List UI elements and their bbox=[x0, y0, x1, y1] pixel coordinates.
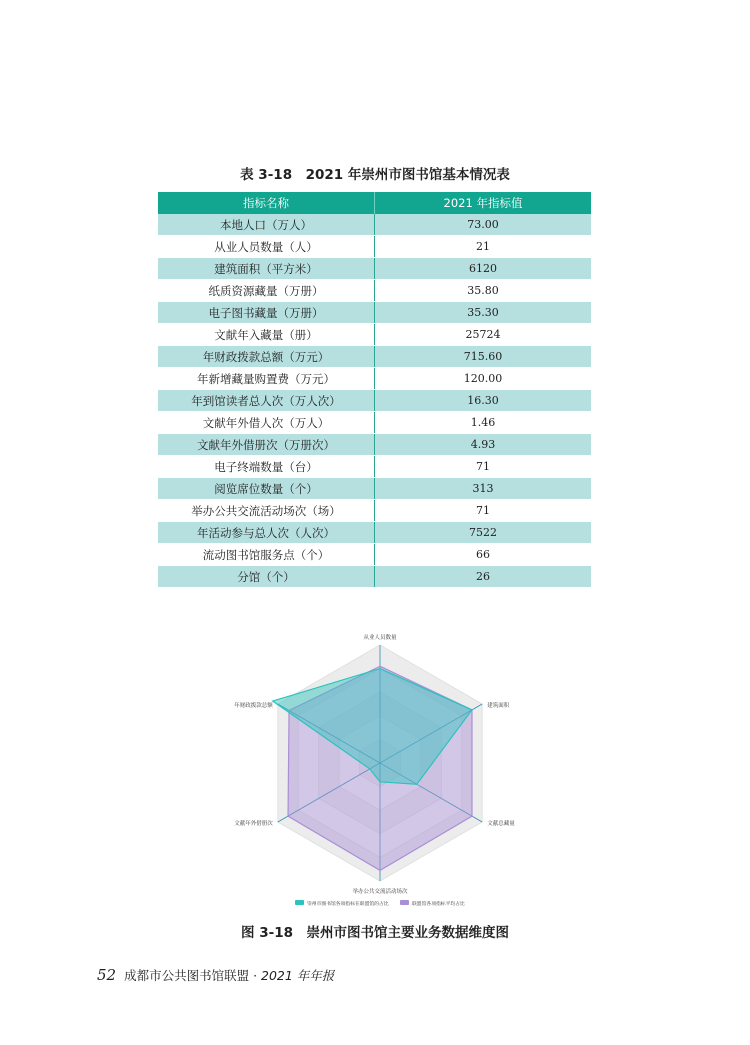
indicator-value-cell: 313 bbox=[375, 478, 592, 500]
table-row bbox=[158, 324, 591, 346]
indicator-name-cell: 本地人口（万人） bbox=[158, 214, 375, 236]
axis-label: 文献总藏量 bbox=[487, 821, 515, 827]
indicator-name-cell: 年财政拨款总额（万元） bbox=[158, 346, 375, 368]
indicator-value-cell: 71 bbox=[375, 500, 592, 522]
indicator-name-cell: 文献年外借册次（万册次） bbox=[158, 434, 375, 456]
legend-swatch bbox=[295, 900, 304, 905]
figure-caption: 图 3-18 崇州市图书馆主要业务数据维度图 bbox=[241, 925, 509, 941]
table-row bbox=[158, 434, 591, 456]
page-number: 52 bbox=[97, 966, 117, 984]
table-row bbox=[158, 412, 591, 434]
indicator-value-cell: 35.30 bbox=[375, 302, 592, 324]
table-header-row bbox=[158, 192, 591, 214]
indicator-name-cell: 年活动参与总人次（人次） bbox=[158, 522, 375, 544]
table-row bbox=[158, 214, 591, 236]
header-indicator-name: 指标名称 bbox=[158, 192, 375, 214]
indicator-name-cell: 纸质资源藏量（万册） bbox=[158, 280, 375, 302]
table-row bbox=[158, 368, 591, 390]
legend-label: 崇州市图书馆各项指标在联盟馆的占比 bbox=[307, 902, 389, 907]
indicator-value-cell: 21 bbox=[375, 236, 592, 258]
legend-swatch bbox=[400, 900, 409, 905]
indicator-name-cell: 举办公共交流活动场次（场） bbox=[158, 500, 375, 522]
axis-label: 从业人员数量 bbox=[363, 635, 397, 641]
basic-info-table bbox=[158, 192, 591, 588]
indicator-name-cell: 年到馆读者总人次（万人次） bbox=[158, 390, 375, 412]
table-row bbox=[158, 280, 591, 302]
radar-chart bbox=[210, 615, 540, 915]
indicator-value-cell: 4.93 bbox=[375, 434, 592, 456]
table-row bbox=[158, 258, 591, 280]
indicator-name-cell: 流动图书馆服务点（个） bbox=[158, 544, 375, 566]
indicator-value-cell: 7522 bbox=[375, 522, 592, 544]
table-row bbox=[158, 522, 591, 544]
table-title: 表 3-18 2021 年崇州市图书馆基本情况表 bbox=[240, 167, 510, 183]
indicator-name-cell: 从业人员数量（人） bbox=[158, 236, 375, 258]
table-row bbox=[158, 456, 591, 478]
footer-text: 成都市公共图书馆联盟 · bbox=[124, 968, 262, 983]
indicator-name-cell: 分馆（个） bbox=[158, 566, 375, 588]
table-row bbox=[158, 346, 591, 368]
indicator-value-cell: 26 bbox=[375, 566, 592, 588]
indicator-name-cell: 阅览席位数量（个） bbox=[158, 478, 375, 500]
axis-label: 文献年外借册次 bbox=[234, 821, 273, 827]
table-row bbox=[158, 390, 591, 412]
axis-label: 举办公共交流活动场次 bbox=[352, 889, 408, 895]
table-row bbox=[158, 236, 591, 258]
table-row bbox=[158, 500, 591, 522]
table-row bbox=[158, 544, 591, 566]
indicator-name-cell: 电子图书藏量（万册） bbox=[158, 302, 375, 324]
indicator-value-cell: 715.60 bbox=[375, 346, 592, 368]
indicator-value-cell: 71 bbox=[375, 456, 592, 478]
indicator-value-cell: 16.30 bbox=[375, 390, 592, 412]
indicator-value-cell: 1.46 bbox=[375, 412, 592, 434]
axis-label: 年财政拨款总额 bbox=[234, 703, 273, 709]
indicator-value-cell: 25724 bbox=[375, 324, 592, 346]
indicator-value-cell: 73.00 bbox=[375, 214, 592, 236]
footer-year-report: 2021 年年报 bbox=[261, 968, 335, 983]
indicator-value-cell: 66 bbox=[375, 544, 592, 566]
table-body bbox=[158, 214, 591, 588]
indicator-name-cell: 电子终端数量（台） bbox=[158, 456, 375, 478]
legend-label: 联盟馆各项指标平均占比 bbox=[412, 902, 465, 907]
indicator-value-cell: 35.80 bbox=[375, 280, 592, 302]
indicator-name-cell: 年新增藏量购置费（万元） bbox=[158, 368, 375, 390]
page-footer bbox=[97, 966, 334, 984]
table-row bbox=[158, 302, 591, 324]
indicator-name-cell: 建筑面积（平方米） bbox=[158, 258, 375, 280]
table-row bbox=[158, 478, 591, 500]
indicator-value-cell: 6120 bbox=[375, 258, 592, 280]
axis-label: 建筑面积 bbox=[487, 703, 510, 709]
header-indicator-value: 2021 年指标值 bbox=[375, 192, 592, 214]
indicator-value-cell: 120.00 bbox=[375, 368, 592, 390]
indicator-name-cell: 文献年外借人次（万人） bbox=[158, 412, 375, 434]
table-row bbox=[158, 566, 591, 588]
indicator-name-cell: 文献年入藏量（册） bbox=[158, 324, 375, 346]
